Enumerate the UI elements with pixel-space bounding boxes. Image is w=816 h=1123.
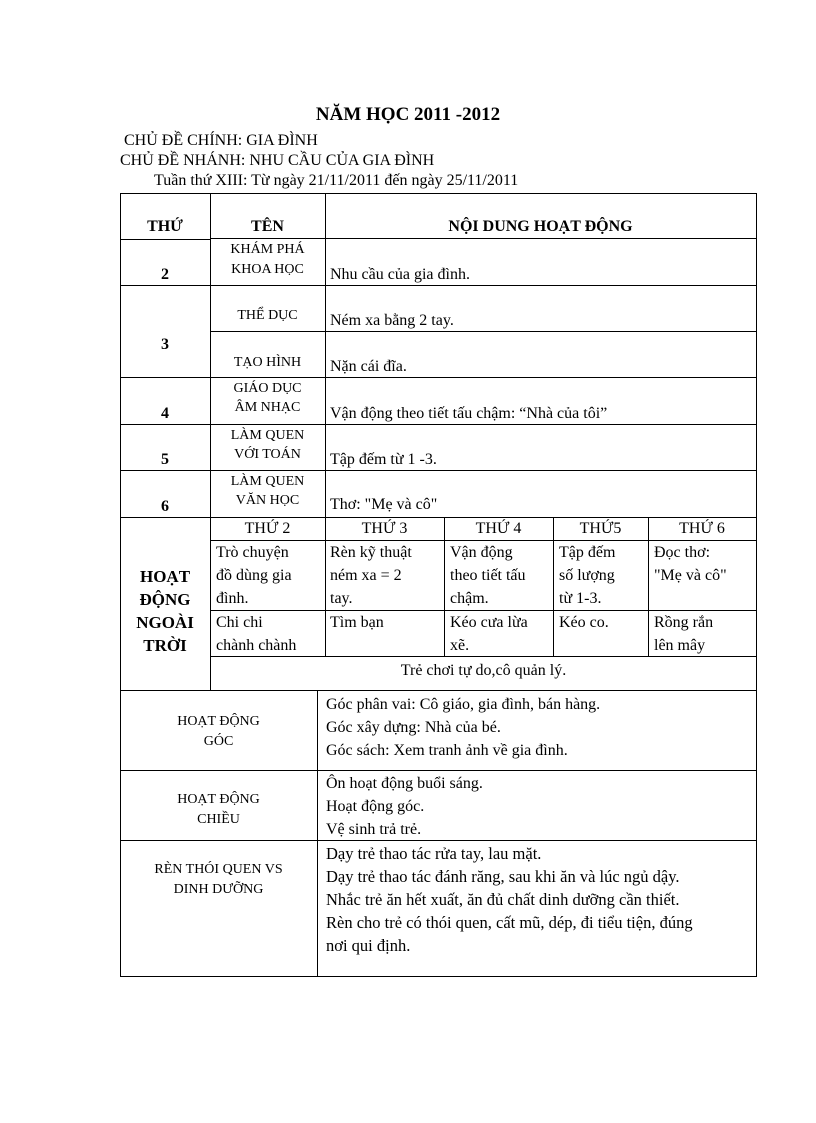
day-3: 3 [161,336,169,353]
outdoor-day-header: THỨ 4 [475,520,522,537]
sub-theme: CHỦ ĐỀ NHÁNH: NHU CẦU CỦA GIA ĐÌNH [120,152,435,169]
outdoor-activity: Rèn kỹ thuật ném xa = 2 tay. [330,544,412,607]
corner-content: Góc phân vai: Cô giáo, gia đình, bán hàng. Góc xây dựng: Nhà của bé. Góc sách: Xem tranh ảnh về gia đình. [326,696,601,759]
subject-line2: ÂM NHẠC [234,400,301,415]
col-name-header: TÊN [251,218,284,235]
outdoor-day-header: THỨ 6 [679,520,725,537]
week-range: Tuần thứ XIII: Từ ngày 21/11/2011 đến ngày 25/11/2011 [154,172,519,189]
day-6: 6 [161,498,169,515]
subject-line1: THỂ DỤC [237,308,298,323]
day-5: 5 [161,451,169,468]
main-theme: CHỦ ĐỀ CHÍNH: GIA ĐÌNH [124,132,318,149]
col-day-header: THỨ [147,218,183,235]
outdoor-game: Rồng rắn lên mây [654,614,714,654]
activity-content: Ném xa bằng 2 tay. [330,312,454,329]
outdoor-day-header: THỨ 2 [244,520,291,537]
outdoor-day-header: THỨ5 [579,520,622,537]
afternoon-label: HOẠT ĐỘNG CHIỀU [177,792,260,827]
page-title: NĂM HỌC 2011 -2012 [315,104,501,125]
free-play: Trẻ chơi tự do,cô quản lý. [400,662,567,679]
subject-line1: LÀM QUEN [230,474,305,489]
subject-line2: KHOA HỌC [231,262,304,277]
activity-content: Thơ: "Mẹ và cô" [330,496,438,513]
subject-line2: TẠO HÌNH [233,355,302,370]
subject-line1: LÀM QUEN [230,428,305,443]
activity-content: Nhu cầu của gia đình. [330,266,470,283]
outdoor-game: Tìm bạn [330,614,384,631]
subject-line1: GIÁO DỤC [233,381,302,396]
outdoor-activity: Vận động theo tiết tấu chậm. [450,544,526,607]
corner-label: HOẠT ĐỘNG GÓC [177,714,260,749]
activity-content: Nặn cái đĩa. [330,358,407,375]
outdoor-game: Chi chi chành chành [216,614,297,654]
activity-content: Tập đếm từ 1 -3. [330,451,437,468]
outdoor-label: HOẠT ĐỘNG NGOÀI TRỜI [136,567,194,655]
col-content-header: NỘI DUNG HOẠT ĐỘNG [448,218,633,235]
outdoor-activity: Trò chuyện đồ dùng gia đình. [216,544,292,607]
subject-line2: VỚI TOÁN [234,447,301,462]
afternoon-content: Ôn hoạt động buổi sáng. Hoạt động góc. Vệ sinh trả trẻ. [326,775,483,838]
outdoor-game: Kéo co. [559,614,609,631]
subject-line2: VĂN HỌC [235,493,300,508]
subject-line1: KHÁM PHÁ [230,242,305,257]
day-4: 4 [161,405,169,422]
outdoor-game: Kéo cưa lừa xẽ. [450,614,528,654]
habits-content: Dạy trẻ thao tác rửa tay, lau mặt. Dạy trẻ thao tác đánh răng, sau khi ăn và lúc ngủ dậy. Nhắc trẻ ăn hết xuất, ăn đủ chất dinh dưỡng cần thiết. Rèn cho trẻ có thói quen, cất mũ, dép, đi tiểu tiện, đúng nơi qui định. [326,844,693,955]
habits-label: RÈN THÓI QUEN VS DINH DƯỠNG [154,862,283,897]
outdoor-activity: Tập đếm số lượng từ 1-3. [559,544,616,607]
outdoor-activity: Đọc thơ: "Mẹ và cô" [654,544,727,584]
activity-content: Vận động theo tiết tấu chậm: “Nhà của tôi” [330,405,608,422]
outdoor-day-header: THỨ 3 [361,520,408,537]
day-2: 2 [161,266,169,283]
